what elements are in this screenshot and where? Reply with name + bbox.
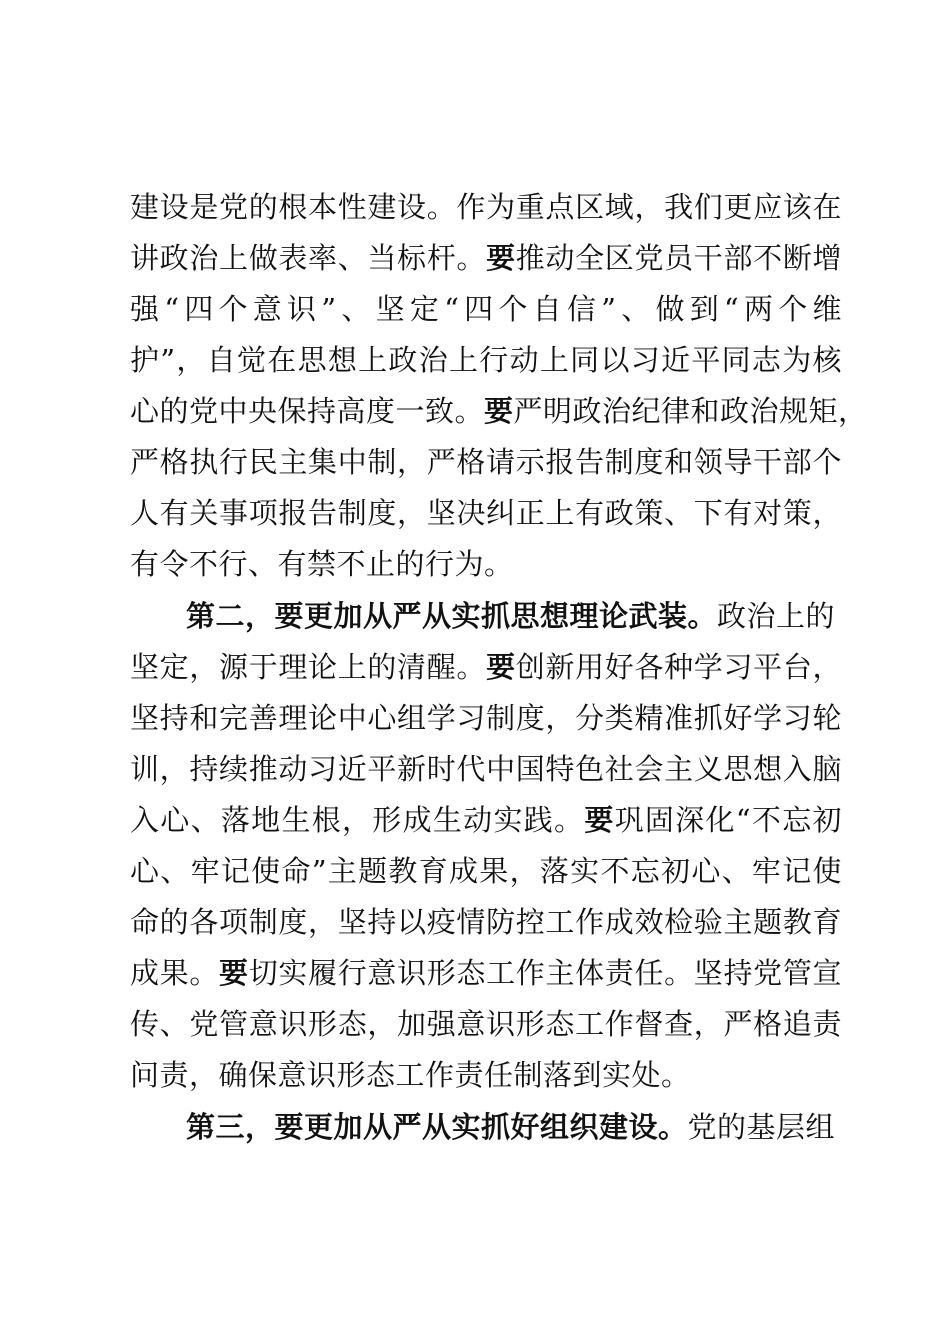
text-line: 传、党管意识形态，加强意识形态工作督查，严格追责 xyxy=(130,1007,842,1041)
text-line: 训，持续推动习近平新时代中国特色社会主义思想入脑 xyxy=(130,752,842,786)
text-line: 严格执行民主集中制，严格请示报告制度和领导干部个 xyxy=(130,445,842,479)
text-line: 坚持和完善理论中心组学习制度，分类精准抓好学习轮 xyxy=(130,701,842,735)
text-line: 人有关事项报告制度，坚决纠正上有政策、下有对策， xyxy=(130,496,842,530)
text-line: 护”，自觉在思想上政治上行动上同以习近平同志为核 xyxy=(130,343,842,377)
text-line: 讲政治上做表率、当标杆。要推动全区党员干部不断增 xyxy=(130,241,842,275)
emphasis-word: 要 xyxy=(486,650,516,684)
text-line: 成果。要切实履行意识形态工作主体责任。坚持党管宣 xyxy=(130,956,842,990)
section-heading-line: 第三，要更加从严从实抓好组织建设。党的基层组 xyxy=(186,1110,836,1144)
text-line: 坚定，源于理论上的清醒。要创新用好各种学习平台， xyxy=(130,650,842,684)
text-line: 心、牢记使命”主题教育成果，落实不忘初心、牢记使 xyxy=(130,854,842,888)
text-line: 问责，确保意识形态工作责任制落到实处。 xyxy=(130,1058,691,1092)
section-heading: 第二，要更加从严从实抓思想理论武装。 xyxy=(186,599,718,633)
text-line: 命的各项制度，坚持以疫情防控工作成效检验主题教育 xyxy=(130,905,842,939)
text-line: 入心、落地生根，形成生动实践。要巩固深化“不忘初 xyxy=(130,803,842,837)
text-line: 建设是党的根本性建设。作为重点区域，我们更应该在 xyxy=(130,190,842,224)
emphasis-word: 要 xyxy=(584,803,615,837)
section-heading: 第三，要更加从严从实抓好组织建设。 xyxy=(186,1110,688,1144)
emphasis-word: 要 xyxy=(486,241,516,275)
text-line: 心的党中央保持高度一致。要严明政治纪律和政治规矩， xyxy=(130,394,868,428)
emphasis-word: 要 xyxy=(484,394,514,428)
section-heading-line: 第二，要更加从严从实抓思想理论武装。政治上的 xyxy=(186,599,836,633)
text-line: 强“四个意识”、坚定“四个自信”、做到“两个维 xyxy=(130,292,842,326)
emphasis-word: 要 xyxy=(219,956,249,990)
text-line: 有令不行、有禁不止的行为。 xyxy=(130,547,514,581)
